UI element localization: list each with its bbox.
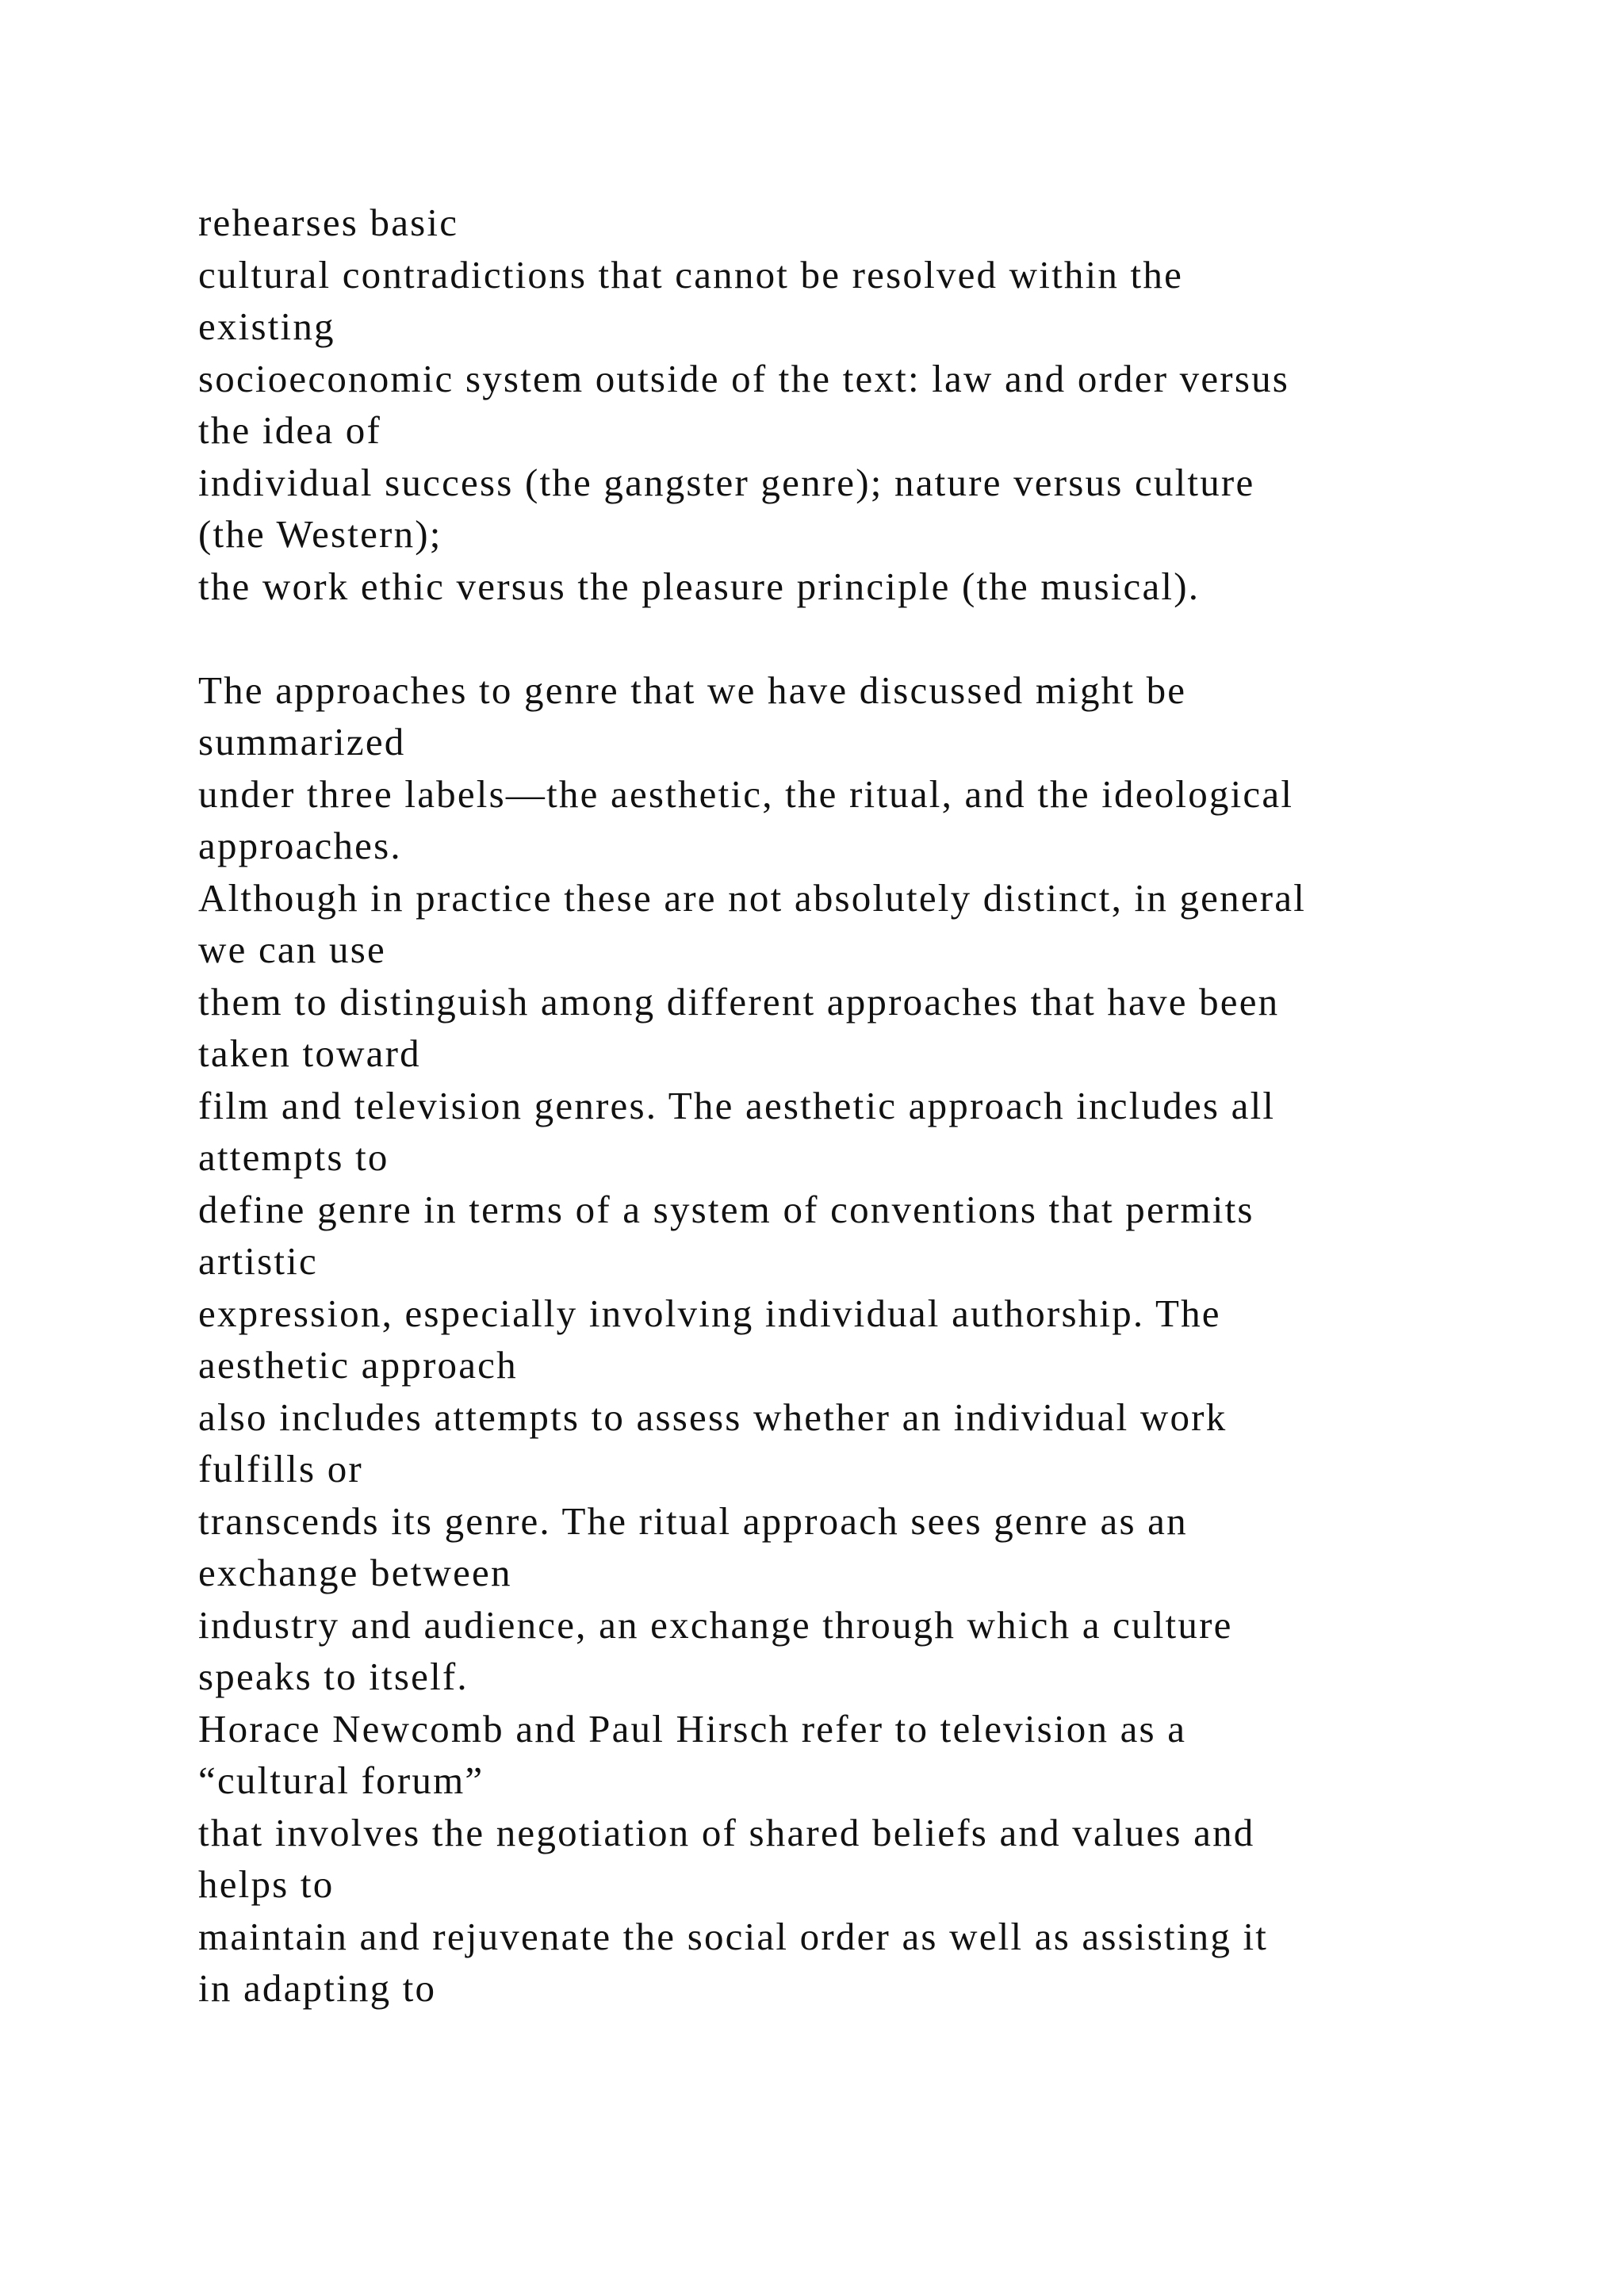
text-line: fulfills or <box>198 1447 363 1490</box>
text-line: socioeconomic system outside of the text: law and order versus <box>198 356 1290 400</box>
text-line: exchange between <box>198 1551 512 1594</box>
text-line: cultural contradictions that cannot be resolved within the <box>198 252 1184 297</box>
text-line: The approaches to genre that we have discussed might be <box>198 668 1187 712</box>
text-line: in adapting to <box>198 1966 437 2010</box>
text-line: define genre in terms of a system of conventions that permits <box>198 1187 1254 1231</box>
text-line: (the Western); <box>198 512 442 556</box>
text-line: rehearses basic <box>198 201 459 244</box>
text-line: existing <box>198 304 335 348</box>
text-line: them to distinguish among different approaches that have been <box>198 979 1280 1024</box>
text-line: aesthetic approach <box>198 1343 518 1387</box>
text-line: under three labels—the aesthetic, the ritual, and the ideological <box>198 771 1294 816</box>
text-line: speaks to itself. <box>198 1655 469 1698</box>
text-line: expression, especially involving individual authorship. The <box>198 1291 1221 1335</box>
paragraph-break <box>198 612 1546 664</box>
text-line: approaches. <box>198 824 402 867</box>
text-line: Horace Newcomb and Paul Hirsch refer to television as a <box>198 1706 1187 1751</box>
text-line: film and television genres. The aesthetic approach includes all <box>198 1083 1276 1127</box>
text-line: helps to <box>198 1862 335 1906</box>
text-line: Although in practice these are not absolutely distinct, in general <box>198 875 1307 920</box>
text-line: taken toward <box>198 1031 421 1075</box>
text-line: summarized <box>198 720 406 763</box>
text-line: that involves the negotiation of shared beliefs and values and <box>198 1810 1255 1854</box>
text-line: the idea of <box>198 408 381 452</box>
text-line: maintain and rejuvenate the social order as well as assisting it <box>198 1914 1269 1958</box>
text-line: industry and audience, an exchange through which a culture <box>198 1602 1233 1647</box>
text-line: individual success (the gangster genre); nature versus culture <box>198 460 1255 504</box>
body-text <box>198 197 1546 2015</box>
text-line: artistic <box>198 1239 318 1283</box>
text-line: also includes attempts to assess whether an individual work <box>198 1395 1228 1439</box>
text-line: we can use <box>198 928 386 971</box>
text-line: attempts to <box>198 1135 389 1179</box>
text-line: “cultural forum” <box>198 1758 485 1802</box>
text-line: transcends its genre. The ritual approach sees genre as an <box>198 1498 1188 1543</box>
text-line: the work ethic versus the pleasure principle (the musical). <box>198 564 1201 608</box>
